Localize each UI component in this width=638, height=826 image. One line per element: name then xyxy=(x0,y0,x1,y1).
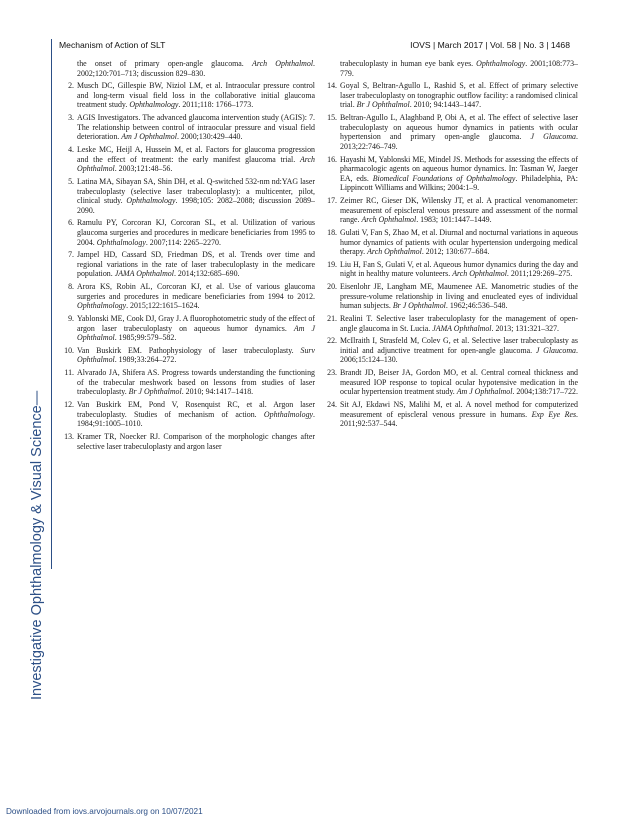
reference-number: 16. xyxy=(327,154,337,164)
reference-details: . 1998;105: 2082–2088; discussion 2089–2090. xyxy=(77,196,315,215)
reference-text: McIlraith I, Strasfeld M, Colev G, et al. Selective laser trabeculoplasty as initial and adjunctive treatment for open-angle glaucoma. xyxy=(340,336,578,355)
reference-number: 11. xyxy=(64,368,74,378)
reference-number: 13. xyxy=(64,431,74,441)
reference-journal: Am J Ophthalmol xyxy=(77,323,316,343)
reference-details: . 2011;92:537–544. xyxy=(340,409,578,429)
reference-item xyxy=(60,177,315,215)
reference-text: Musch DC, Gillespie BW, Niziol LM, et al. Intraocular pressure control and long-term visual field loss in the collaborative initial glaucoma treatment study. xyxy=(77,81,315,110)
reference-details: . 2000;130:429–440. xyxy=(176,132,243,142)
references-right-column xyxy=(323,59,578,432)
reference-journal: Arch Ophthalmol xyxy=(367,247,422,257)
reference-details: . 2002;120:701–713; discussion 829–830. xyxy=(77,59,315,78)
reference-item xyxy=(323,336,578,365)
reference-journal: Br J Ophthalmol xyxy=(128,387,182,397)
reference-number: 14. xyxy=(327,81,337,91)
reference-item xyxy=(60,145,315,174)
reference-number: 2. xyxy=(68,81,74,91)
reference-number: 20. xyxy=(327,282,337,292)
reference-list-left xyxy=(60,81,315,451)
reference-item xyxy=(323,228,578,257)
reference-item xyxy=(60,218,315,247)
reference-details: . 1983; 101:1447–1449. xyxy=(416,215,492,225)
reference-item xyxy=(60,432,315,451)
reference-text: Gulati V, Fan S, Zhao M, et al. Diurnal and nocturnal variations in aqueous humor dynamics of patients with ocular hypertension undergoing medical therapy. xyxy=(340,227,578,257)
reference-text: Jampel HD, Cassard SD, Friedman DS, et al. Trends over time and regional variations in the rate of laser trabeculoplasty in the medicare population. xyxy=(77,250,315,279)
reference-item xyxy=(60,368,315,397)
reference-text: trabeculoplasty in human eye bank eyes. xyxy=(340,59,477,68)
reference-item xyxy=(60,400,315,429)
reference-journal: Am J Ophthalmol xyxy=(456,387,513,397)
reference-journal: Am J Ophthalmol xyxy=(121,132,177,142)
reference-details: . 2006;15:124–130. xyxy=(340,345,578,365)
reference-journal: Arch Ophthalmol xyxy=(77,154,315,174)
reference-text: Ramulu PY, Corcoran KJ, Corcoran SL, et al. Utilization of various glaucoma surgeries and procedures in medicare beneficiaries from 1995 to 2004. xyxy=(77,218,315,247)
reference-number: 18. xyxy=(327,227,337,237)
reference-details: . 1984;91:1005–1010. xyxy=(77,409,315,429)
reference-journal: Ophthalmology xyxy=(129,100,179,110)
reference-journal: JAMA Ophthalmol xyxy=(114,269,174,279)
reference-text: Arora KS, Robin AL, Corcoran KJ, et al. Use of various glaucoma surgeries and procedures in medicare beneficiaries from 1994 to 2012. xyxy=(77,282,315,301)
reference-number: 10. xyxy=(64,345,74,355)
reference-details: . 2015;122:1615–1624. xyxy=(126,301,200,311)
sidebar-journal-title: Investigative Ophthalmology & Visual Science— xyxy=(29,390,45,700)
reference-number: 23. xyxy=(327,368,337,378)
reference-details: . 2007;114: 2265–2270. xyxy=(145,237,221,247)
reference-journal: Exp Eye Res xyxy=(531,409,577,419)
reference-item xyxy=(323,260,578,279)
reference-item xyxy=(60,346,315,365)
download-notice: Downloaded from iovs.arvojournals.org on 10/07/2021 xyxy=(6,807,203,816)
reference-list-right xyxy=(323,81,578,429)
reference-journal: Arch Ophthalmol xyxy=(452,269,507,279)
reference-number: 22. xyxy=(327,336,337,346)
reference-journal: Surv Ophthalmol xyxy=(77,345,315,365)
reference-details: . 2010; 94:1443–1447. xyxy=(409,100,482,110)
reference-journal: Br J Ophthalmol xyxy=(356,100,410,110)
reference-number: 6. xyxy=(68,218,74,228)
journal-issue-info: IOVS | March 2017 | Vol. 58 | No. 3 | 1468 xyxy=(410,40,570,50)
reference-journal: Ophthalmology xyxy=(96,237,146,247)
reference-details: . 2004;138:717–722. xyxy=(512,387,578,397)
reference-item xyxy=(323,314,578,333)
reference-item xyxy=(323,282,578,311)
reference-journal: Arch Ophthalmol xyxy=(252,59,314,68)
reference-number: 15. xyxy=(327,113,337,123)
reference-number: 5. xyxy=(68,176,74,186)
reference-number: 24. xyxy=(327,400,337,410)
reference-item xyxy=(60,250,315,279)
reference-details: . 2001;108:773–779. xyxy=(340,59,578,78)
reference-journal: J Glaucoma xyxy=(530,132,577,142)
reference-continuation xyxy=(323,59,578,78)
reference-details: . 2003;121:48–56. xyxy=(114,164,173,174)
reference-details: . 2012; 130:677–684. xyxy=(421,247,490,257)
reference-journal: Ophthalmology xyxy=(476,59,526,68)
reference-item xyxy=(323,155,578,193)
reference-text: Van Buskirk EM. Pathophysiology of laser trabeculoplasty. xyxy=(77,345,301,355)
reference-text: Beltran-Agullo L, Alaghband P, Obi A, et al. The effect of selective laser trabeculoplasty on aqueous humor dynamics in patients with ocular hypertension and primary open-angle glaucoma. xyxy=(340,113,578,142)
reference-number: 17. xyxy=(327,196,337,206)
reference-number: 9. xyxy=(68,314,74,323)
reference-details: . 2013;22:746–749. xyxy=(340,132,578,151)
reference-journal: Biomedical Foundations of Ophthalmology xyxy=(372,173,516,183)
reference-item xyxy=(323,113,578,151)
reference-item xyxy=(323,81,578,110)
reference-details: . 2013; 131:321–327. xyxy=(491,323,560,333)
reference-number: 8. xyxy=(68,282,74,292)
reference-details: . Philadelphia, PA: Lippincott Williams and Wilkins; 2004:1–9. xyxy=(340,173,579,193)
reference-item xyxy=(60,314,315,343)
reference-item xyxy=(60,282,315,311)
reference-number: 21. xyxy=(327,314,337,323)
reference-journal: Arch Ophthalmol xyxy=(361,215,417,225)
reference-number: 4. xyxy=(68,145,74,155)
reference-item xyxy=(60,81,315,110)
reference-details: . 1985;99:579–582. xyxy=(114,333,177,343)
reference-journal: Ophthalmology xyxy=(126,196,176,206)
reference-text: Liu H, Fan S, Gulati V, et al. Aqueous humor dynamics during the day and night in healthy mature volunteers. xyxy=(340,259,578,279)
reference-details: . 2011;129:269–275. xyxy=(506,269,573,279)
reference-text: Latina MA, Sibayan SA, Shin DH, et al. Q-switched 532-nm nd:YAG laser trabeculoplasty (selective laser trabeculoplasty): a multicenter, pilot, clinical study. xyxy=(77,176,315,206)
reference-journal: J Glaucoma xyxy=(535,345,577,355)
reference-text: Kramer TR, Noecker RJ. Comparison of the morphologic changes after selective laser trabeculoplasty and argon laser xyxy=(77,431,315,451)
reference-text: Brandt JD, Beiser JA, Gordon MO, et al. Central corneal thickness and measured IOP response to topical ocular hypotensive medication in the ocular hypertension treatment study. xyxy=(340,368,578,397)
reference-details: . 2010; 94:1417–1418. xyxy=(181,387,254,397)
sidebar-rule xyxy=(51,39,52,569)
reference-journal: JAMA Ophthalmol xyxy=(432,323,492,333)
reference-number: 3. xyxy=(68,113,74,123)
reference-text: Hayashi M, Yablonski ME, Mindel JS. Methods for assessing the effects of pharmacologic agents on aqueous humor dynamics. In: Tasman W, Jaeger EA, eds. xyxy=(340,154,578,183)
reference-text: the onset of primary open-angle glaucoma. xyxy=(77,59,253,68)
reference-text: Realini T. Selective laser trabeculoplasty for the management of open-angle glaucoma in St. Lucia. xyxy=(340,314,578,333)
references-left-column xyxy=(60,59,315,454)
reference-text: Alvarado JA, Shifera AS. Progress towards understanding the functioning of the trabecular meshwork based on lessons from studies of laser trabeculoplasty. xyxy=(77,368,315,397)
reference-number: 19. xyxy=(327,259,337,269)
reference-text: Zeimer RC, Gieser DK, Wilensky JT, et al. A practical venomanometer: measurement of episcleral venous pressure and assessment of the normal range. xyxy=(340,196,578,225)
reference-text: Yablonski ME, Cook DJ, Gray J. A fluorophotometric study of the effect of argon laser trabeculoplasty on aqueous humor dynamics. xyxy=(77,314,315,333)
reference-item xyxy=(323,368,578,397)
reference-text: Sit AJ, Ekdawi NS, Malihi M, et al. A novel method for computerized measurement of episcleral venous pressure in humans. xyxy=(340,400,578,419)
reference-details: . 1962;46:536–548. xyxy=(445,301,508,311)
reference-text: Leske MC, Heijl A, Hussein M, et al. Factors for glaucoma progression and the effect of treatment: the early manifest glaucoma trial. xyxy=(77,145,315,164)
reference-journal: Br J Ophthalmol xyxy=(392,301,446,311)
reference-item xyxy=(60,113,315,142)
reference-number: 7. xyxy=(68,250,74,260)
reference-text: Van Buskirk EM, Pond V, Rosenquist RC, et al. Argon laser trabeculoplasty. Studies of mechanism of action. xyxy=(77,400,315,419)
reference-details: . 1989;33:264–272. xyxy=(114,355,177,365)
reference-number: 12. xyxy=(64,400,74,410)
reference-text: Goyal S, Beltran-Agullo L, Rashid S, et al. Effect of primary selective laser trabeculoplasty on tonographic outflow facility: a randomised clinical trial. xyxy=(340,81,578,110)
reference-details: . 2014;132:685–690. xyxy=(173,269,240,279)
reference-item xyxy=(323,400,578,429)
reference-continuation xyxy=(60,59,315,78)
reference-journal: Ophthalmology xyxy=(77,301,127,311)
reference-details: . 2011;118: 1766–1773. xyxy=(178,100,254,110)
reference-item xyxy=(323,196,578,225)
reference-journal: Ophthalmology xyxy=(263,409,314,419)
reference-text: Eisenlohr JE, Langham ME, Maumenee AE. Manometric studies of the pressure-volume relationship in living and enucleated eyes of individual human subjects. xyxy=(340,282,578,311)
reference-text: AGIS Investigators. The advanced glaucoma intervention study (AGIS): 7. The relationship between control of intraocular pressure and visual field deterioration. xyxy=(77,113,315,142)
running-title: Mechanism of Action of SLT xyxy=(59,40,166,50)
